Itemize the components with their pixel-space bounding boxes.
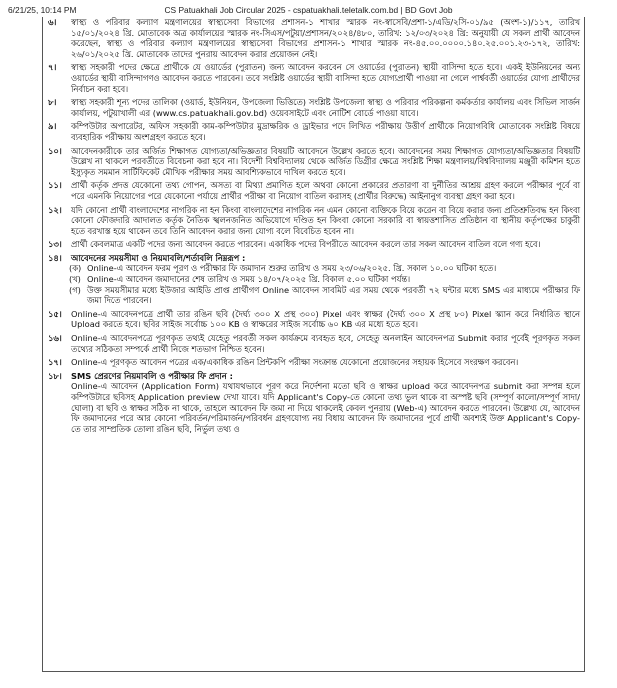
condition-item <box>43 239 584 250</box>
condition-item <box>43 17 584 59</box>
condition-text: স্বাস্থ্য সহকারী শূন্য পদের তালিকা (ওয়ার্ড, ইউনিয়ন, উপজেলা ভিত্তিতে) সংশ্লিষ্ট উপজেলা স্বাস্থ্য ও পরিবার পরিকল্পনা কর্মকর্তার কার্যালয় এবং সিভিল সার্জন কার্যালয়, পটুয়াখালী এর (www.cs.patuakhali.gov.bd) ওয়েবসাইটে এবং নোটিশ বোর্ডে পাওয়া যাবে। <box>71 97 580 118</box>
print-datetime: 6/21/25, 10:14 PM <box>8 5 77 15</box>
condition-heading: আবেদনের সময়সীমা ও নিয়মাবলি/শর্তাবলি নিম্নরূপ : <box>71 252 246 263</box>
condition-number: ৬। <box>48 17 57 27</box>
print-header <box>0 0 617 18</box>
condition-item <box>43 121 584 142</box>
condition-item <box>43 97 584 118</box>
subitem-marker: (খ) <box>69 274 81 285</box>
subitem-marker: (ক) <box>69 263 82 274</box>
condition-number: ১৩। <box>48 239 62 250</box>
condition-text: Online-এ আবেদনপত্রে প্রার্থী তার রঙিন ছবি (দৈর্ঘ্য ৩০০ X প্রস্থ ৩০০) Pixel এবং স্বাক্ষর (দৈর্ঘ্য ৩০০ X প্রস্থ ৮০) Pixel স্ক্যান করে নির্ধারিত স্থানে Upload করতে হবে। ছবির সাইজ সর্বোচ্চ ১০০ KB ও স্বাক্ষরের সাইজ সর্বোচ্চ ৬০ KB এর মধ্যে হতে হবে। <box>71 308 580 330</box>
item-gap <box>43 434 584 437</box>
condition-text: প্রার্থী কেবলমাত্র একটি পদের জন্য আবেদন করতে পারবেন। একাধিক পদের বিপরীতে আবেদন করলে তার সকল আবেদন বাতিল বলে গণ্য হবে। <box>71 239 541 250</box>
condition-number: ১০। <box>48 145 62 156</box>
condition-subitem <box>43 274 584 285</box>
condition-number: ১১। <box>48 180 62 191</box>
condition-number: ১৪। <box>48 252 62 263</box>
condition-item <box>43 180 584 201</box>
condition-item <box>43 309 584 330</box>
condition-text: Online-এ পূরণকৃত আবেদন পত্রের এক/একাধিক রঙিন প্রিন্টকপি পরীক্ষা সংক্রান্ত যেকোনো প্রয়োজনের সহায়ক হিসেবে সংরক্ষণ করবেন। <box>71 357 519 368</box>
condition-text: স্বাস্থ্য সহকারী পদের ক্ষেত্রে প্রার্থীকে যে ওয়ার্ডের (পুরাতন) জন্য আবেদন করবেন সে ওয়ার্ডের (পুরাতন) স্থায়ী বাসিন্দা হতে হবে। একই ইউনিয়নের অন্য ওয়ার্ডের স্থায়ী বাসিন্দাগণও আবেদন করতে পারবেন। তবে সংশ্লিষ্ট ওয়ার্ডের স্থায়ী বাসিন্দা হতে যোগ্যপ্রার্থী পাওয়া না গেলে পার্শ্ববর্তী ওয়ার্ডের যোগ্য প্রার্থীদের নির্বাচন করা হবে। <box>71 62 580 94</box>
condition-text: স্বাস্থ্য ও পরিবার কল্যাণ মন্ত্রণালয়ের স্বাস্থ্যসেবা বিভাগের প্রশাসন-১ শাখার স্মারক নং-স্বাসেবি/প্রশা-১/এডি/২সি-০১/৯৫ (অংশ-১)/১১৭, তারিখ ১৫/০১/২০২৪ খ্রি. মোতাবেক অত্র কার্যালয়ের স্মারক নং-সিএস/পটুয়া/প্রশাসন/২০২৪/৪৮০, তারিখ: ১২/০৩/২০২৪ খ্রি: অনুযায়ী যে সকল প্রার্থী আবেদন করেছেন, স্বাস্থ্য ও পরিবার কল্যাণ মন্ত্রণালয়ের স্বাস্থ্যসেবা বিভাগের প্রশাসন-১ শাখার স্মারক নং-৪৫.০০.০০০০.১৪০.২৫.০০১.২৩-১৭২, তারিখ: ২৬/০১/২০২৫ খ্রি. মোতাবেক তাদের পুনরায় আবেদন করার প্রয়োজন নেই। <box>71 17 580 59</box>
condition-heading: SMS প্রেরণের নিয়মাবলি ও পরীক্ষার ফি প্রদান : <box>71 370 233 381</box>
condition-text: যদি কোনো প্রার্থী বাংলাদেশের নাগরিক না হন কিংবা বাংলাদেশের নাগরিক নন এমন কোনো ব্যক্তিকে বিয়ে করেন বা বিয়ে করার জন্য প্রতিশ্রুতিবদ্ধ হন কিংবা কোনো ফৌজদারি আদালত কর্তৃক নৈতিক স্খলনজনিত অভিযোগে দণ্ডিত হন কিংবা কোনো সরকারি বা স্বায়ত্তশাসিত প্রতিষ্ঠান বা স্থানীয় কর্তৃপক্ষের চাকুরী হতে বরখাস্ত হয়ে থাকেন তবে তিনি আবেদন করার জন্য যোগ্য বলে বিবেচিত হবেন না। <box>71 204 580 236</box>
condition-text: Online-এ আবেদনপত্রে পূরণকৃত তথ্যই যেহেতু পরবর্তী সকল কার্যক্রমে ব্যবহৃত হবে, সেহেতু অনলাইন আবেদনপত্র Submit করার পূর্বেই পূরণকৃত সকল তথ্যের সঠিকতা সম্পর্কে প্রার্থী নিজে শতভাগ নিশ্চিত হবেন। <box>71 333 580 354</box>
condition-number: ৮। <box>48 97 57 108</box>
condition-number: ১৭। <box>48 357 62 368</box>
condition-number: ১৫। <box>48 308 62 319</box>
condition-subitem <box>43 263 584 274</box>
subitem-marker: (গ) <box>69 284 81 295</box>
condition-item <box>43 146 584 178</box>
condition-text: কম্পিউটার অপারেটর, অফিস সহকারী কাম-কম্পিউটার মুদ্রাক্ষরিক ও ড্রাইভার পদে লিখিত পরীক্ষায় উত্তীর্ণ প্রার্থীকে নিয়োগবিধি মোতাবেক সংশ্লিষ্ট বিষয়ে ব্যবহারিক পরীক্ষায় অংশগ্রহণ করতে হবে। <box>71 121 580 142</box>
condition-item <box>43 205 584 237</box>
subitem-text: Online-এ আবেদন জমাদানের শেষ তারিখ ও সময় ১৪/০৭/২০২৫ খ্রি. বিকাল ৫.০০ ঘটিকা পর্যন্ত। <box>87 274 411 285</box>
condition-item <box>43 62 584 94</box>
condition-number: ১২। <box>48 204 62 215</box>
circular-page <box>42 17 585 672</box>
condition-text: প্রার্থী কর্তৃক প্রদত্ত যেকোনো তথ্য গোপন, অসত্য বা মিথ্যা প্রমাণিত হলে অথবা কোনো প্রকারের প্রতারণা বা দুর্নীতির আশ্রয় গ্রহণ করলে পরীক্ষার পূর্বে বা পরে এমনকি নিয়োগের পরে যেকোনো পর্যায়ে প্রার্থীর পরীক্ষা বা নিয়োগ বাতিল করাসহ (প্রার্থীর বিরুদ্ধে) আইনানুগ ব্যবস্থা গ্রহণ করা হবে। <box>71 180 580 201</box>
condition-subitem <box>43 285 584 306</box>
condition-number: ১৮। <box>48 370 62 381</box>
condition-item <box>43 357 584 368</box>
print-page-title: CS Patuakhali Job Circular 2025 - cspatuakhali.teletalk.com.bd | BD Govt Job <box>164 5 453 15</box>
conditions-list <box>43 17 584 437</box>
subitem-text: Online-এ আবেদন ফরম পূরণ ও পরীক্ষার ফি জমাদান শুরুর তারিখ ও সময় ২৩/০৬/২০২৫. খ্রি. সকাল ১০.০০ ঘটিকা হতে। <box>87 263 497 274</box>
condition-item <box>43 253 584 264</box>
condition-number: ৯। <box>48 121 57 132</box>
condition-paragraph: Online-এ আবেদন (Application Form) যথাযথভাবে পূরণ করে নির্দেশনা মতো ছবি ও স্বাক্ষর upload করে আবেদনপত্র submit করা সম্পন্ন হলে কম্পিউটারে ছবিসহ Application preview দেখা যাবে। যদি Applicant's Copy-তে কোনো তথ্য ভুল থাকে বা অস্পষ্ট ছবি (সম্পূর্ণ কালো/সম্পূর্ণ সাদা/ঘোলা) বা ছবি ও স্বাক্ষর সঠিক না থাকে, তাহলে আবেদন ফি জমা না দিয়ে থাকলেই কেবল পুনরায় (Web-এ) আবেদন করতে পারবেন। উল্লেখ্য যে, আবেদন ফি জমাদানের পরে আর কোনো পরিবর্তন/পরিমার্জন/পরিবর্ধন গ্রহণযোগ্য নয় বিধায় আবেদন ফি জমাদানের পূর্বে প্রার্থী অবশ্যই উক্ত Applicant's Copy-তে তার সাম্প্রতিক তোলা রঙিন ছবি, নির্ভুল তথ্য ও <box>71 381 580 434</box>
subitem-text: উক্ত সময়সীমার মধ্যে ইউজার আইডি প্রাপ্ত প্রার্থীগণ Online আবেদন সাবমিট এর সময় থেকে পরবর্তী ৭২ ঘন্টার মধ্যে SMS এর মাধ্যমে পরীক্ষার ফি জমা দিতে পারবেন। <box>87 284 580 306</box>
condition-number: ১৬। <box>48 333 62 344</box>
condition-number: ৭। <box>48 62 57 73</box>
condition-text: আবেদনকারীকে তার অর্জিত শিক্ষাগত যোগ্যতা/অভিজ্ঞতার বিষয়টি আবেদনে উল্লেখ করতে হবে। আবেদনের সময় শিক্ষাগত যোগ্যতা/অভিজ্ঞতার বিষয়টি উল্লেখ না থাকলে পরবর্তীতে বিবেচনা করা হবে না। বিদেশী বিশ্ববিদ্যালয় থেকে অর্জিত ডিগ্রীর ক্ষেত্রে সংশ্লিষ্ট শিক্ষা মন্ত্রণালয়/বিশ্ববিদ্যালয় মঞ্জুরী কমিশন হতে ইস্যুকৃত সমমান সার্টিফিকেট মৌখিক পরীক্ষার সময় আবশ্যিকভাবে দাখিল করতে হবে। <box>71 145 580 177</box>
condition-item <box>43 371 584 382</box>
condition-item <box>43 333 584 354</box>
